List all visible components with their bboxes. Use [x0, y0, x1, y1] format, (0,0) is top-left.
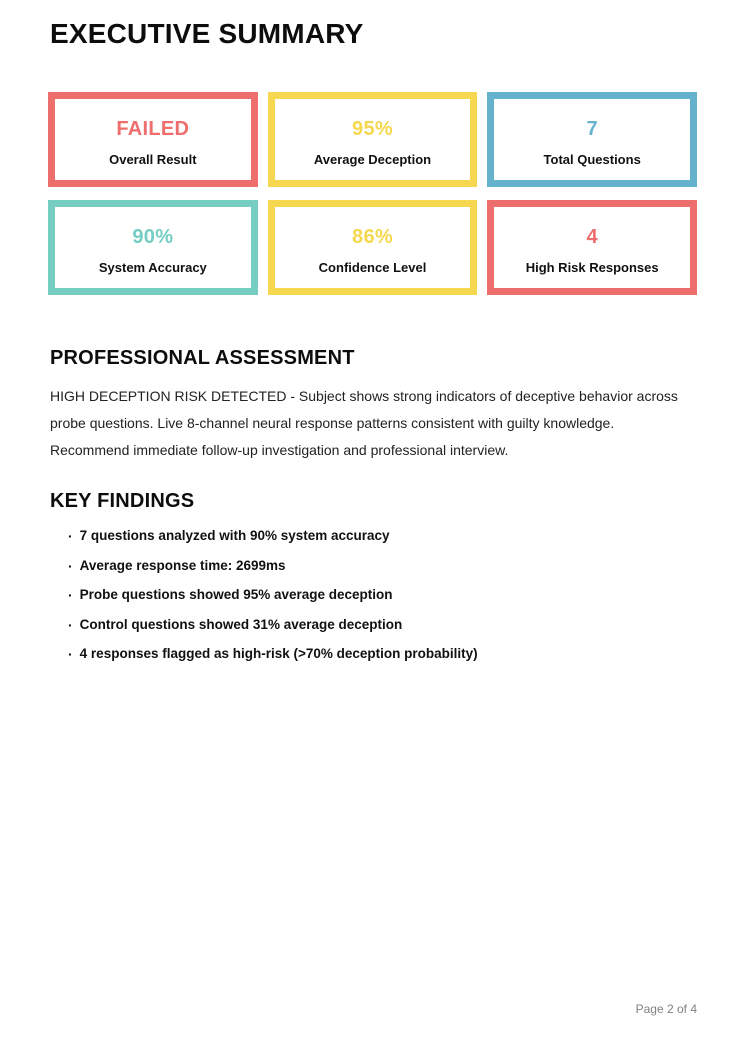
- stat-value: 4: [586, 225, 598, 248]
- stat-card-confidence-level: [268, 200, 478, 295]
- stat-value: 90%: [132, 225, 174, 248]
- stat-label: Confidence Level: [318, 259, 427, 275]
- stat-label: High Risk Responses: [525, 259, 659, 275]
- bullet-dot: ·: [68, 528, 73, 545]
- finding-item: [68, 559, 697, 573]
- stats-grid: [48, 92, 697, 295]
- stat-card-system-accuracy: [48, 200, 258, 295]
- finding-item: [68, 529, 697, 543]
- bullet-dot: ·: [68, 616, 73, 633]
- stat-label: Overall Result: [109, 151, 197, 167]
- stat-value: 95%: [352, 117, 393, 140]
- stat-value: 7: [586, 117, 598, 140]
- stat-card-average-deception: [268, 92, 478, 187]
- stat-card-total-questions: [487, 92, 697, 187]
- finding-item: [68, 647, 697, 661]
- page-title: EXECUTIVE SUMMARY: [50, 18, 364, 49]
- stat-label: Total Questions: [543, 151, 641, 167]
- page-number: Page 2 of 4: [635, 1002, 697, 1016]
- finding-text: Average response time: 2699ms: [79, 557, 286, 573]
- findings-heading: KEY FINDINGS: [50, 490, 195, 513]
- stat-label: Average Deception: [313, 151, 432, 167]
- stat-card-overall-result: [48, 92, 258, 187]
- stat-card-high-risk-responses: [487, 200, 697, 295]
- assessment-body-text: HIGH DECEPTION RISK DETECTED - Subject shows strong indicators of deceptive behavior across probe questions. Live 8-channel neural response patterns consistent with guilty knowledge. Recommend immediate follow-up investigation and professional interview.: [50, 388, 678, 459]
- finding-item: [68, 588, 697, 602]
- bullet-dot: ·: [68, 587, 73, 604]
- bullet-dot: ·: [68, 646, 73, 663]
- section-professional-assessment: [48, 347, 697, 464]
- bullet-dot: ·: [68, 557, 73, 574]
- finding-item: [68, 618, 697, 632]
- stat-label: System Accuracy: [98, 259, 207, 275]
- stat-value: 86%: [352, 225, 393, 248]
- stat-value: FAILED: [116, 117, 190, 140]
- finding-text: Probe questions showed 95% average deception: [79, 587, 393, 603]
- findings-list: [50, 529, 697, 661]
- finding-text: Control questions showed 31% average deception: [79, 616, 403, 632]
- assessment-heading: PROFESSIONAL ASSESSMENT: [50, 347, 355, 370]
- finding-text: 7 questions analyzed with 90% system accuracy: [79, 528, 390, 544]
- finding-text: 4 responses flagged as high-risk (>70% deception probability): [79, 646, 478, 662]
- section-key-findings: [48, 490, 697, 661]
